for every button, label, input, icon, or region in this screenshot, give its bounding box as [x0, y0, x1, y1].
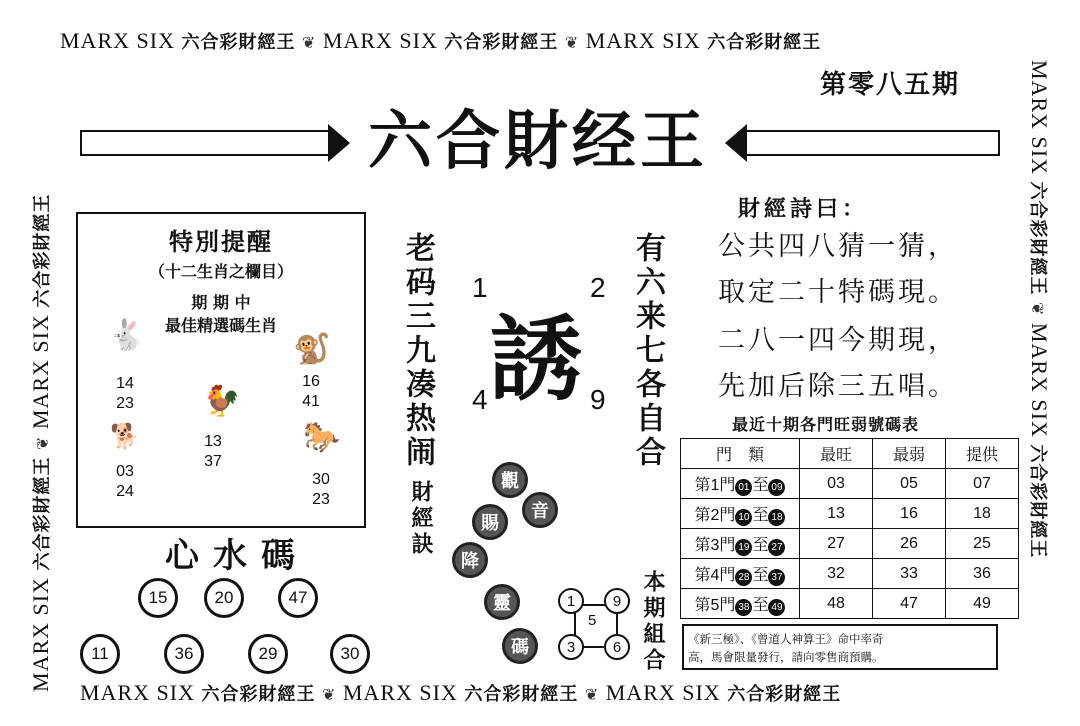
table-cell: 07: [946, 469, 1019, 499]
border-cn: 六合彩財經王: [1027, 444, 1048, 559]
reminder-heading: 特別提醒: [169, 227, 273, 256]
number-top-right: 2: [590, 272, 606, 303]
door-cell: [681, 559, 800, 589]
number: 37: [204, 453, 222, 470]
border-en: MARX SIX: [605, 680, 721, 705]
rabbit-icon: 🐇: [108, 318, 146, 353]
border-cn: 六合彩財經王: [181, 32, 296, 53]
header-cell: 最弱: [873, 439, 946, 469]
ball: 20: [204, 578, 244, 618]
number-top-left: 1: [472, 272, 488, 303]
horse-icon: 🐎: [303, 420, 341, 455]
table-cell: 16: [873, 499, 946, 529]
range-from: 38: [735, 599, 752, 616]
header-cell: 最旺: [800, 439, 873, 469]
coin: 靈: [484, 584, 520, 620]
combo-ball: 3: [558, 634, 584, 660]
door-cell: [681, 529, 800, 559]
number: 23: [116, 395, 134, 412]
border-cn: 六合彩財經王: [32, 193, 53, 308]
ball: 30: [330, 634, 370, 674]
big-character: 誘: [490, 306, 583, 413]
door-label: 第5門: [694, 596, 736, 614]
notice-box: [682, 624, 998, 670]
ornament-icon: ❦: [35, 435, 52, 451]
border-cn: 六合彩財經王: [727, 684, 842, 705]
number-bottom-right: 9: [590, 384, 606, 415]
left-border: [28, 52, 54, 692]
notice-line: 《新三極》、《曾道人神算王》命中率奇: [688, 632, 884, 646]
header-cell: 門 類: [681, 439, 800, 469]
right-arrow-decoration: [725, 130, 1000, 156]
jue-column: 財經訣: [408, 480, 434, 558]
table-caption: 最近十期各門旺弱號碼表: [732, 415, 920, 434]
to-word: 至: [752, 506, 769, 524]
right-verse-column: 有六来七各自合: [630, 232, 665, 470]
horse-numbers: [306, 470, 336, 510]
table-cell: 18: [946, 499, 1019, 529]
border-en: MARX SIX: [1027, 322, 1052, 438]
table-cell: 13: [800, 499, 873, 529]
right-border: [1026, 60, 1052, 700]
range-to: 09: [768, 479, 785, 496]
border-en: MARX SIX: [80, 680, 195, 705]
number: 14: [116, 375, 134, 392]
border-en: MARX SIX: [585, 28, 701, 53]
door-cell: [681, 589, 800, 619]
border-en: MARX SIX: [1027, 60, 1052, 175]
table-row: [681, 559, 1019, 589]
table-cell: 25: [946, 529, 1019, 559]
range-to: 27: [768, 539, 785, 556]
notice-line: 高，馬會限量發行，請向零售商預購。: [688, 650, 884, 664]
table-cell: 05: [873, 469, 946, 499]
number: 03: [116, 463, 134, 480]
table-cell: 36: [946, 559, 1019, 589]
range-from: 01: [735, 479, 752, 496]
left-verse-column: 老码三九凑热闹: [400, 232, 435, 470]
monkey-icon: 🐒: [293, 332, 331, 367]
dog-numbers: [110, 462, 140, 502]
reminder-box: [76, 212, 366, 528]
ornament-icon: ❦: [1028, 301, 1045, 317]
range-to: 37: [768, 569, 785, 586]
poem-line: 公共四八猜一猜，: [718, 231, 958, 262]
door-label: 第4門: [694, 566, 736, 584]
combo-ball: 6: [604, 634, 630, 660]
coin: 碼: [502, 628, 538, 664]
combo-ball: 9: [604, 588, 630, 614]
table-cell: 47: [873, 589, 946, 619]
combo-diagram: [556, 586, 632, 662]
header-cell: 提供: [946, 439, 1019, 469]
coin: 音: [522, 492, 558, 528]
combo-center: 5: [588, 612, 597, 629]
door-table: [680, 438, 1019, 619]
border-en: MARX SIX: [322, 28, 438, 53]
number: 30: [312, 471, 330, 488]
table-cell: 48: [800, 589, 873, 619]
number: 23: [312, 491, 330, 508]
table-cell: 26: [873, 529, 946, 559]
poem-heading: 財經詩曰：: [738, 196, 869, 222]
issue-number: 第零八五期: [820, 70, 961, 100]
poem-line: 先加后除三五唱。: [718, 371, 958, 402]
range-from: 28: [735, 569, 752, 586]
border-cn: 六合彩財經王: [1027, 181, 1048, 296]
to-word: 至: [752, 476, 769, 494]
ornament-icon: ❦: [584, 687, 600, 704]
to-word: 至: [752, 596, 769, 614]
to-word: 至: [752, 536, 769, 554]
ball: 11: [80, 634, 120, 674]
monkey-numbers: [296, 372, 326, 412]
heart-water-title: 心水碼: [165, 536, 309, 576]
table-header-row: [681, 439, 1019, 469]
page-title: 六合財经王: [368, 105, 708, 179]
poem-line: 取定二十特碼現。: [718, 277, 958, 308]
rooster-numbers: [198, 432, 228, 472]
ball: 29: [248, 634, 288, 674]
table-row: [681, 529, 1019, 559]
table-cell: 03: [800, 469, 873, 499]
door-label: 第1門: [694, 476, 736, 494]
table-row: [681, 469, 1019, 499]
door-label: 第2門: [694, 506, 736, 524]
border-cn: 六合彩財經王: [32, 456, 53, 571]
table-cell: 27: [800, 529, 873, 559]
range-from: 19: [735, 539, 752, 556]
combo-label: 本期組合: [640, 570, 666, 674]
range-from: 10: [735, 509, 752, 526]
table-row: [681, 589, 1019, 619]
border-cn: 六合彩財經王: [444, 32, 559, 53]
number: 24: [116, 483, 134, 500]
number: 13: [204, 433, 222, 450]
ornament-icon: ❦: [321, 687, 337, 704]
border-cn: 六合彩財經王: [201, 684, 316, 705]
border-cn: 六合彩財經王: [707, 32, 822, 53]
range-to: 18: [768, 509, 785, 526]
border-cn: 六合彩財經王: [464, 684, 579, 705]
border-en: MARX SIX: [342, 680, 458, 705]
bottom-border: [80, 680, 841, 706]
ornament-icon: ❦: [301, 35, 317, 52]
border-en: MARX SIX: [60, 28, 175, 53]
reminder-sub: （十二生肖之欄目）: [148, 262, 293, 281]
coin: 降: [452, 542, 488, 578]
table-row: [681, 499, 1019, 529]
door-cell: [681, 469, 800, 499]
combo-ball: 1: [558, 588, 584, 614]
range-to: 49: [768, 599, 785, 616]
rooster-icon: 🐓: [203, 384, 241, 419]
table-cell: 49: [946, 589, 1019, 619]
border-en: MARX SIX: [28, 577, 53, 692]
ball: 47: [278, 578, 318, 618]
door-label: 第3門: [694, 536, 736, 554]
number: 41: [302, 393, 320, 410]
table-cell: 32: [800, 559, 873, 589]
poem-line: 二八一四今期現，: [718, 325, 958, 356]
door-cell: [681, 499, 800, 529]
top-border: [60, 28, 821, 54]
coin: 賜: [472, 504, 508, 540]
dog-icon: 🐕: [110, 422, 140, 450]
door-table-wrapper: [680, 438, 1019, 619]
number: 16: [302, 373, 320, 390]
ball: 15: [138, 578, 178, 618]
coin: 觀: [492, 462, 528, 498]
table-cell: 33: [873, 559, 946, 589]
ball: 36: [164, 634, 204, 674]
rabbit-numbers: [110, 374, 140, 414]
number-bottom-left: 4: [472, 384, 488, 415]
left-arrow-decoration: [80, 130, 350, 156]
ornament-icon: ❦: [564, 35, 580, 52]
reminder-line1: 期 期 中: [191, 293, 251, 312]
border-en: MARX SIX: [28, 314, 53, 430]
to-word: 至: [752, 566, 769, 584]
reminder-line2: 最佳精選碼生肖: [164, 316, 277, 335]
